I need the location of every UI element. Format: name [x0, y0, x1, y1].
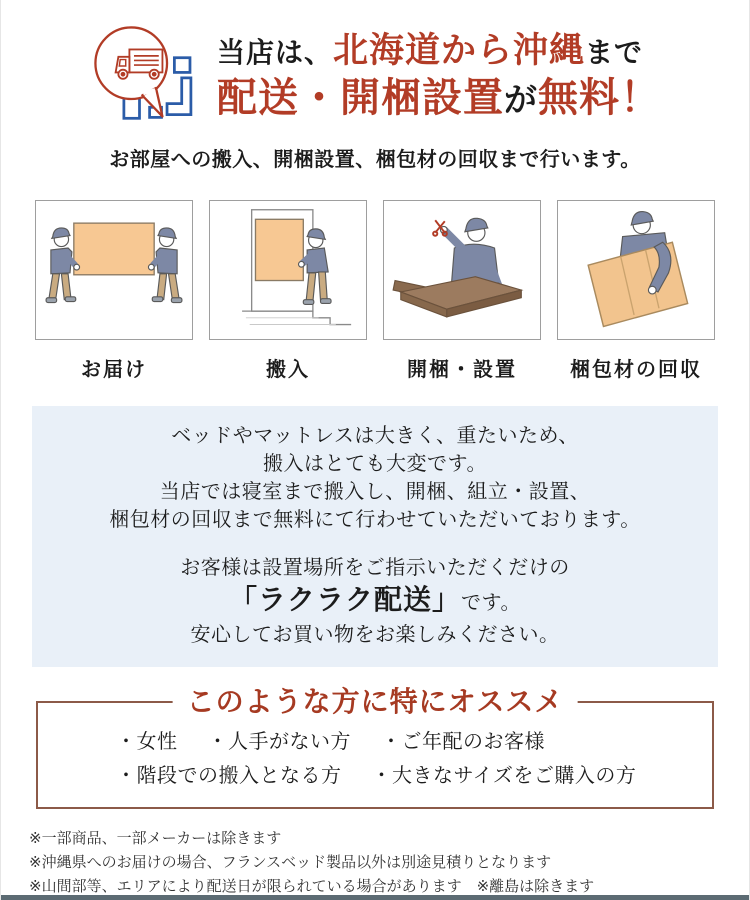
footnote: ※一部商品、一部メーカーは除きます: [29, 830, 282, 847]
info-line: お客様は設置場所をご指示いただくだけの: [180, 557, 570, 579]
recommend-item: ・大きなサイズをご購入の方: [371, 765, 637, 787]
step-packing-collection: [557, 200, 715, 382]
footnotes: [29, 827, 749, 899]
recommend-row-2: [116, 759, 702, 793]
step-unpack-setup: [383, 200, 541, 382]
packing-collection-illustration: [561, 204, 711, 336]
step-unpack-setup-image: [383, 200, 541, 340]
footnote: ※沖縄県へのお届けの場合、フランスベッド製品以外は別途見積りとなります: [29, 854, 552, 871]
recommend-item: ・ご年配のお客様: [381, 731, 545, 753]
recommend-item: ・人手がない方: [207, 731, 351, 753]
recommend-item: ・階段での搬入となる方: [116, 765, 342, 787]
recommend-item: ・女性: [116, 731, 178, 753]
unpack-setup-illustration: [387, 204, 537, 336]
rakuraku-delivery-emphasis: 「ラクラク配送」: [229, 584, 462, 615]
header: [1, 0, 749, 135]
headline-line1: [217, 30, 661, 72]
info-emphasis-suffix: です。: [461, 592, 521, 614]
delivery-illustration: [39, 204, 189, 336]
headline-line1-prefix: 当店は、: [217, 37, 334, 68]
info-line: 当店では寝室まで搬入し、開梱、組立・設置、: [159, 481, 591, 503]
truck-speech-bubble-japan-map-icon: [89, 24, 201, 135]
service-steps: [1, 200, 749, 382]
carry-in-illustration: [213, 204, 363, 336]
bottom-divider-bar: [1, 895, 749, 900]
recommend-box: [36, 686, 714, 809]
recommend-row-1: [116, 725, 702, 759]
info-line: 梱包材の回収まで無料にて行わせていただいております。: [109, 509, 641, 531]
service-description-box: [32, 406, 718, 667]
info-emphasis-line: [42, 582, 708, 621]
info-line: 搬入はとても大変です。: [263, 453, 487, 475]
headline-line2-highlight2: 無料！: [538, 76, 661, 120]
headline-line2: [217, 74, 661, 122]
step-carry-in-label: 搬入: [266, 359, 310, 381]
step-delivery-label: お届け: [81, 359, 147, 381]
footnote: ※山間部等、エリアにより配送日が限られている場合があります ※離島は除きます: [29, 878, 595, 895]
step-packing-collection-label: 梱包材の回収: [570, 359, 702, 381]
headline: [217, 24, 661, 122]
info-line: ベッドやマットレスは大きく、重たいため、: [171, 425, 579, 447]
headline-line1-suffix: まで: [585, 37, 644, 68]
headline-line1-highlight: 北海道から沖縄: [333, 31, 586, 70]
recommend-title: このような方に特にオススメ: [173, 684, 578, 720]
step-delivery: [35, 200, 193, 382]
step-carry-in: [209, 200, 367, 382]
info-line: 安心してお買い物をお楽しみください。: [190, 624, 560, 646]
info-paragraph-2: [42, 554, 708, 649]
headline-line2-mid: が: [504, 81, 538, 118]
step-carry-in-image: [209, 200, 367, 340]
step-packing-collection-image: [557, 200, 715, 340]
step-unpack-setup-label: 開梱・設置: [407, 359, 517, 381]
step-delivery-image: [35, 200, 193, 340]
header-subtitle: お部屋への搬入、開梱設置、梱包材の回収まで行います。: [109, 149, 641, 171]
headline-line2-highlight1: 配送・開梱設置: [217, 76, 504, 120]
